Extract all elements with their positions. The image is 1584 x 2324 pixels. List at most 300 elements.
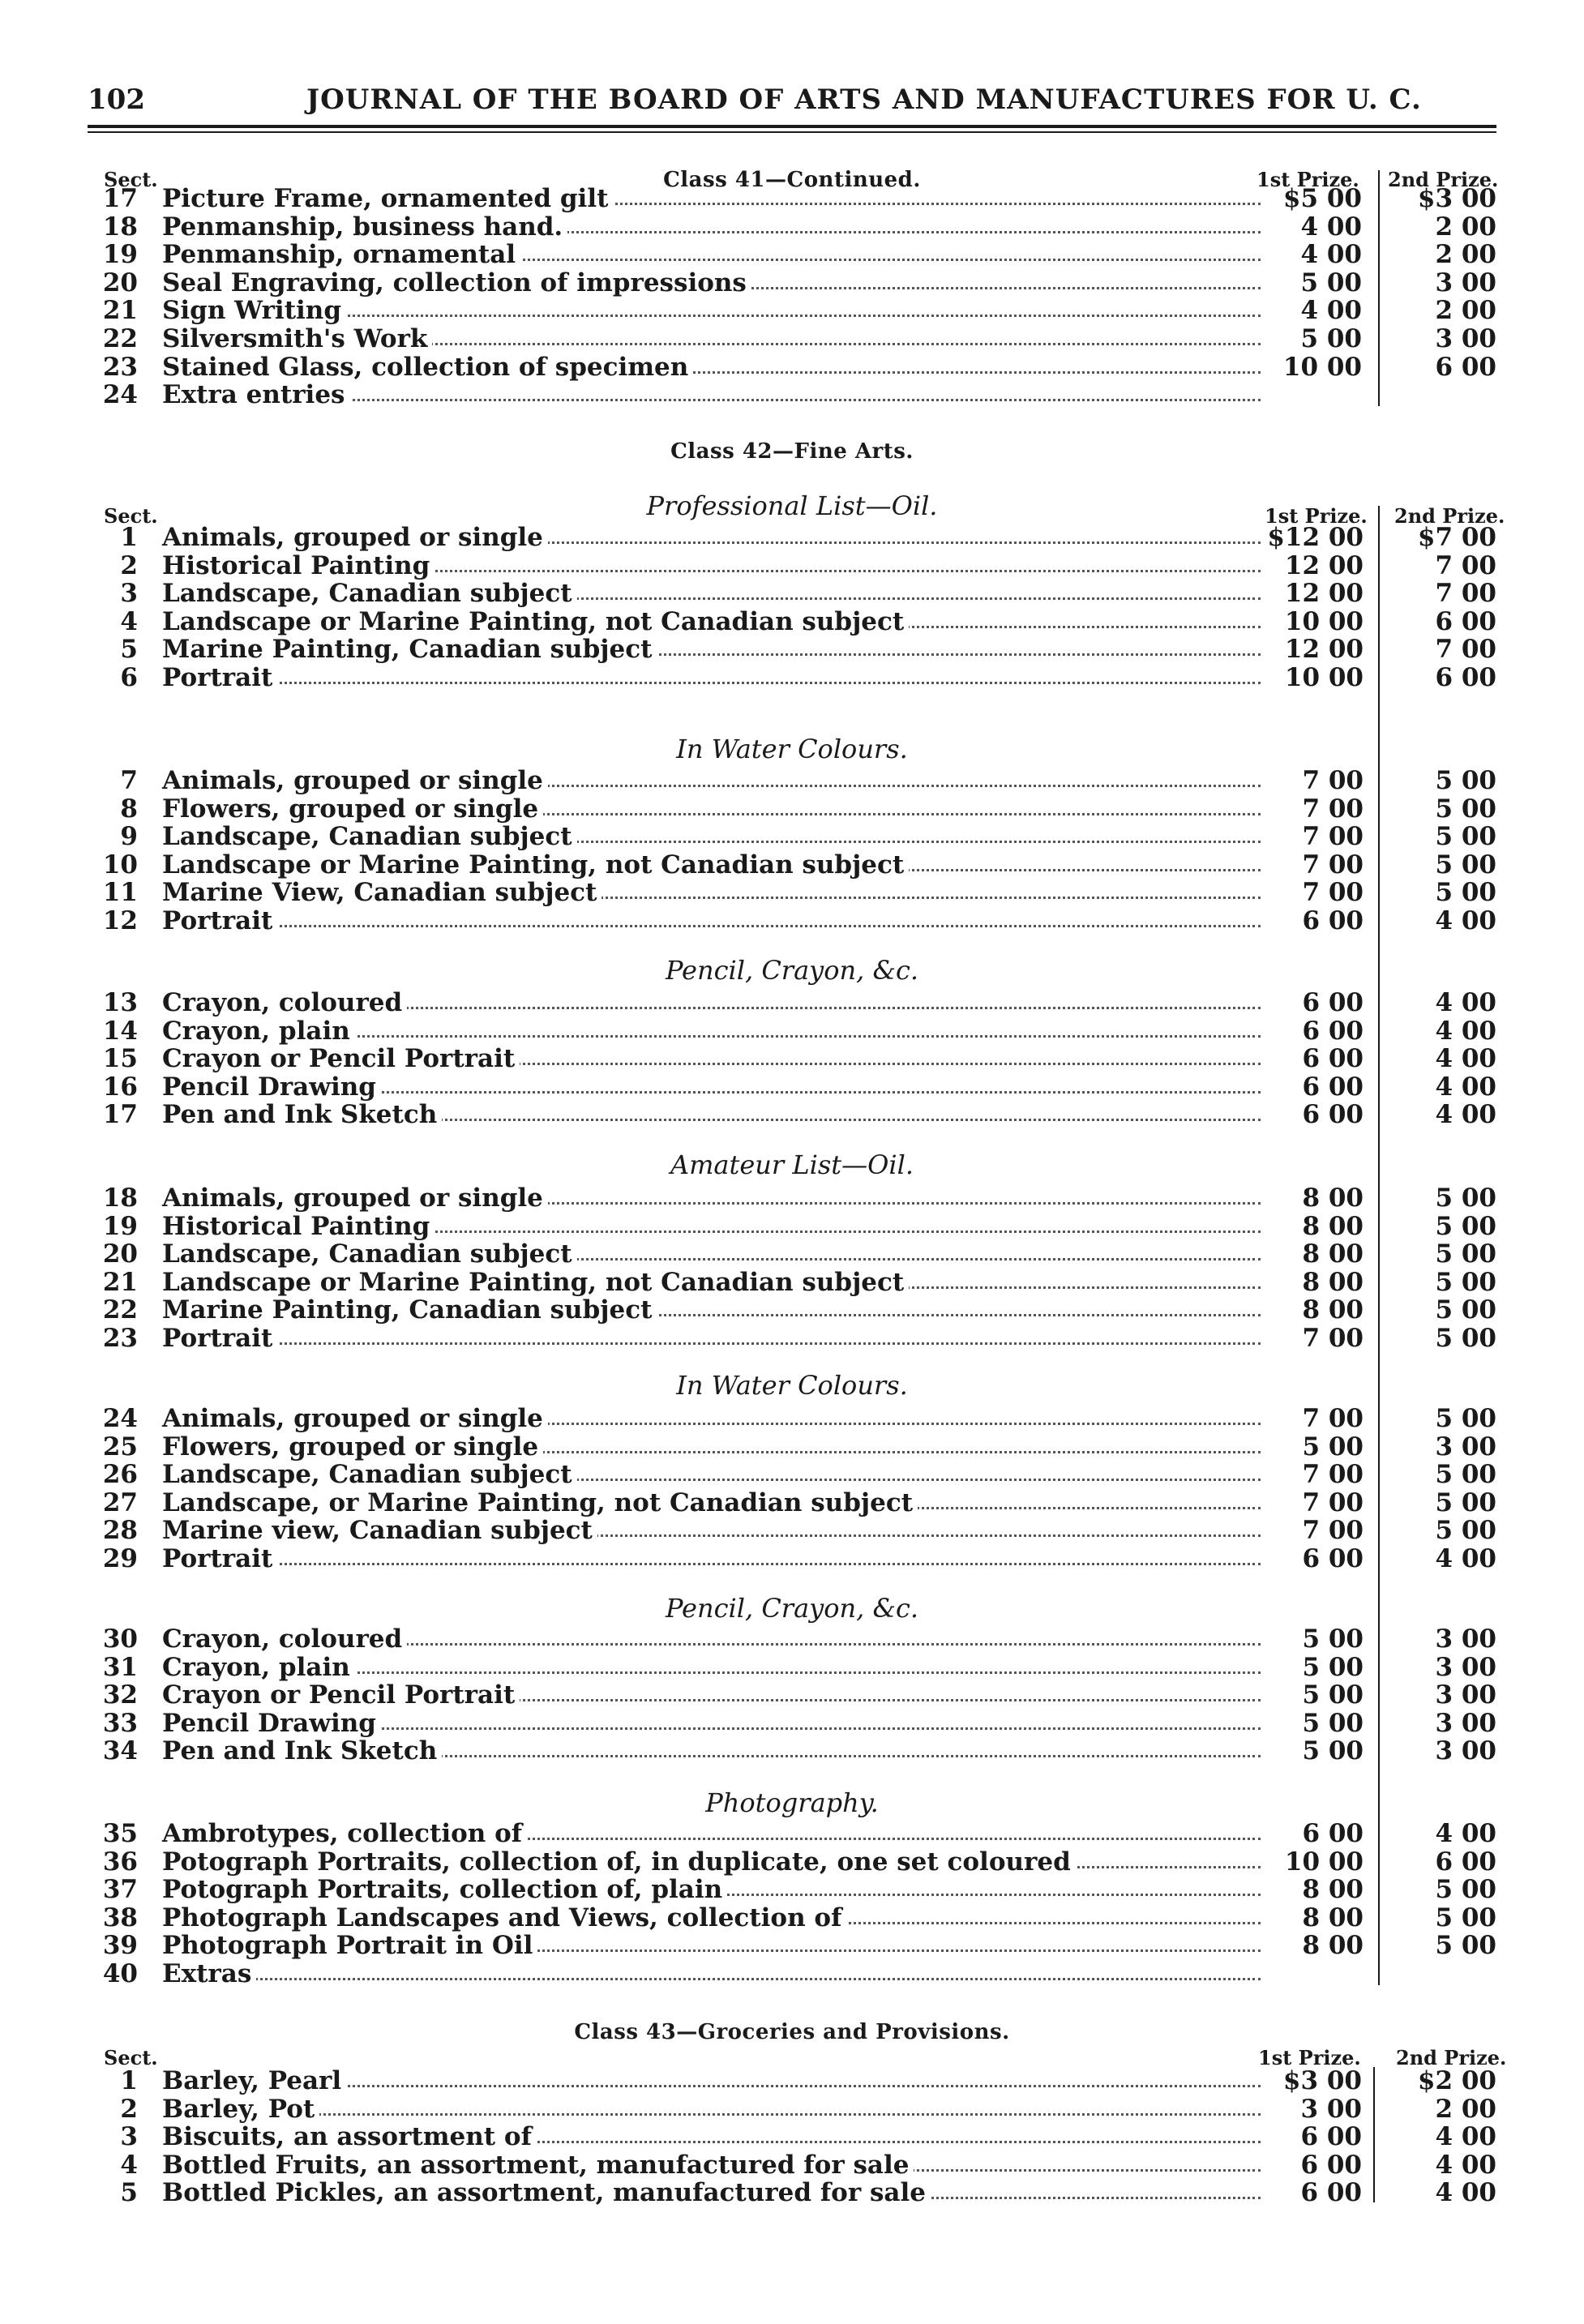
second-prize-value: 5 00 xyxy=(1435,1460,1496,1490)
first-prize-value: 7 00 xyxy=(1302,1404,1364,1433)
entry-label: Stained Glass, collection of specimen xyxy=(162,353,693,381)
second-prize-value: 5 00 xyxy=(1435,1404,1496,1433)
section-number: 23 xyxy=(102,352,138,382)
first-prize-value: 6 00 xyxy=(1302,1100,1364,1130)
first-prize-value: 8 00 xyxy=(1302,1267,1364,1297)
second-prize-value: 4 00 xyxy=(1435,2150,1496,2180)
first-prize-value: 7 00 xyxy=(1302,878,1364,908)
first-prize-value: 6 00 xyxy=(1302,1044,1364,1074)
section-number: 21 xyxy=(102,1267,138,1297)
second-prize-value: 7 00 xyxy=(1435,579,1496,609)
second-prize-value: 3 00 xyxy=(1435,1708,1496,1738)
table-row xyxy=(0,1960,1584,1988)
table-row xyxy=(0,1184,1584,1212)
first-prize-header: 1st Prize. xyxy=(1258,2046,1361,2069)
second-prize-value: 3 00 xyxy=(1435,1736,1496,1766)
dot-leader xyxy=(162,1342,1261,1345)
table-row xyxy=(0,580,1584,607)
section-number: 27 xyxy=(102,1487,138,1517)
first-prize-value: 10 00 xyxy=(1282,352,1362,382)
group-heading-text: In Water Colours. xyxy=(676,1370,908,1401)
section-number: 7 xyxy=(120,766,138,795)
second-prize-value: 4 00 xyxy=(1435,2178,1496,2208)
first-prize-value: 5 00 xyxy=(1300,267,1362,297)
entry-label: Crayon, coloured xyxy=(162,1625,407,1653)
section-number: 8 xyxy=(120,794,138,824)
entry-label: Pen and Ink Sketch xyxy=(162,1101,442,1128)
section-number: 29 xyxy=(102,1544,138,1573)
table-row xyxy=(0,1296,1584,1324)
section-number: 19 xyxy=(102,240,138,270)
entry-label: Biscuits, an assortment of xyxy=(162,2123,537,2151)
dot-leader xyxy=(162,2113,1261,2116)
entry-label: Crayon or Pencil Portrait xyxy=(162,1681,520,1709)
second-prize-value: 2 00 xyxy=(1435,240,1496,270)
second-prize-value: 5 00 xyxy=(1435,1487,1496,1517)
section-number: 9 xyxy=(120,822,138,852)
section-number: 33 xyxy=(102,1708,138,1738)
entry-label: Portrait xyxy=(162,1545,277,1573)
first-prize-value: 5 00 xyxy=(1302,1736,1364,1766)
table-row xyxy=(0,241,1584,268)
entry-label: Landscape or Marine Painting, not Canadian subject xyxy=(162,1269,909,1296)
second-prize-value: 5 00 xyxy=(1435,1267,1496,1297)
second-prize-value: 5 00 xyxy=(1435,794,1496,824)
sect-column-header: Sect. xyxy=(104,168,158,191)
table-row xyxy=(0,989,1584,1016)
table-row xyxy=(0,664,1584,691)
second-prize-header: 2nd Prize. xyxy=(1388,168,1499,191)
entry-label: Pencil Drawing xyxy=(162,1710,381,1737)
first-prize-value: 6 00 xyxy=(1302,1072,1364,1102)
class-43-heading-text: Class 43—Groceries and Provisions. xyxy=(574,2020,1010,2044)
entry-label: Animals, grouped or single xyxy=(162,1184,548,1212)
section-number: 22 xyxy=(102,1295,138,1325)
section-number: 32 xyxy=(102,1680,138,1710)
table-row xyxy=(0,353,1584,381)
entry-label: Landscape, Canadian subject xyxy=(162,1240,577,1268)
table-row xyxy=(0,1101,1584,1128)
entry-label: Animals, grouped or single xyxy=(162,767,548,794)
section-number: 28 xyxy=(102,1516,138,1546)
table-row xyxy=(0,1876,1584,1903)
entry-label: Photograph Portrait in Oil xyxy=(162,1932,537,1959)
dot-leader xyxy=(162,1563,1261,1565)
first-prize-value: $5 00 xyxy=(1282,184,1362,213)
section-number: 1 xyxy=(120,2066,138,2095)
first-prize-value: 8 00 xyxy=(1302,1239,1364,1269)
class-42-heading xyxy=(0,439,1584,464)
group-heading xyxy=(0,1787,1584,1818)
second-prize-value: 4 00 xyxy=(1435,1544,1496,1573)
second-prize-value: 6 00 xyxy=(1435,352,1496,382)
table-row xyxy=(0,1073,1584,1101)
entry-label: Potograph Portraits, collection of, plain xyxy=(162,1876,727,1903)
group-heading xyxy=(0,1370,1584,1401)
second-prize-value: 6 00 xyxy=(1435,1847,1496,1877)
table-row xyxy=(0,879,1584,906)
section-number: 4 xyxy=(120,2150,138,2180)
section-number: 22 xyxy=(102,324,138,353)
second-prize-value: 4 00 xyxy=(1435,2122,1496,2152)
table-row xyxy=(0,1461,1584,1488)
table-row xyxy=(0,1654,1584,1681)
section-number: 21 xyxy=(102,296,138,326)
table-row xyxy=(0,1517,1584,1544)
second-prize-value: 5 00 xyxy=(1435,1183,1496,1213)
second-prize-value: 3 00 xyxy=(1435,324,1496,353)
entry-label: Seal Engraving, collection of impressions xyxy=(162,269,751,297)
section-number: 31 xyxy=(102,1652,138,1682)
second-prize-header: 2nd Prize. xyxy=(1394,504,1505,528)
second-prize-value: 3 00 xyxy=(1435,1624,1496,1654)
entry-label: Historical Painting xyxy=(162,552,435,580)
table-row xyxy=(0,1240,1584,1268)
entry-label: Crayon or Pencil Portrait xyxy=(162,1045,520,1072)
table-row xyxy=(0,636,1584,663)
second-prize-value: 3 00 xyxy=(1435,1680,1496,1710)
table-row xyxy=(0,2067,1584,2095)
first-prize-value: 12 00 xyxy=(1284,635,1364,665)
group-heading-text: Pencil, Crayon, &c. xyxy=(665,955,919,986)
first-prize-value: 5 00 xyxy=(1302,1680,1364,1710)
section-number: 5 xyxy=(120,635,138,665)
entry-label: Photograph Landscapes and Views, collection of xyxy=(162,1904,846,1932)
second-prize-value: 5 00 xyxy=(1435,766,1496,795)
first-prize-value: $3 00 xyxy=(1282,2066,1362,2095)
section-number: 13 xyxy=(102,988,138,1017)
first-prize-value: 7 00 xyxy=(1302,794,1364,824)
table-row xyxy=(0,1848,1584,1876)
first-prize-value: 10 00 xyxy=(1284,1847,1364,1877)
section-number: 3 xyxy=(120,579,138,609)
table-row xyxy=(0,1213,1584,1240)
second-prize-value: 4 00 xyxy=(1435,1072,1496,1102)
entry-label: Barley, Pearl xyxy=(162,2067,346,2095)
table-row xyxy=(0,297,1584,324)
group-heading-text: Professional List—Oil. xyxy=(646,490,938,521)
table-row xyxy=(0,185,1584,212)
section-number: 14 xyxy=(102,1016,138,1046)
first-prize-value: 6 00 xyxy=(1302,988,1364,1017)
section-number: 34 xyxy=(102,1736,138,1766)
class-42-heading-text: Class 42—Fine Arts. xyxy=(670,439,914,464)
section-number: 19 xyxy=(102,1211,138,1241)
section-number: 20 xyxy=(102,267,138,297)
first-prize-value: 6 00 xyxy=(1300,2122,1362,2152)
table-row xyxy=(0,1325,1584,1352)
table-row xyxy=(0,552,1584,580)
first-prize-value: 7 00 xyxy=(1302,1487,1364,1517)
first-prize-value: 12 00 xyxy=(1284,579,1364,609)
table-row xyxy=(0,2095,1584,2123)
first-prize-value: 10 00 xyxy=(1284,606,1364,636)
first-prize-value: 8 00 xyxy=(1302,1902,1364,1932)
second-prize-value: 2 00 xyxy=(1435,212,1496,242)
entry-label: Bottled Pickles, an assortment, manufactured for sale xyxy=(162,2179,931,2206)
section-number: 40 xyxy=(102,1959,138,1988)
first-prize-value: 5 00 xyxy=(1302,1624,1364,1654)
second-prize-value: 2 00 xyxy=(1435,296,1496,326)
section-number: 18 xyxy=(102,212,138,242)
entry-label: Sign Writing xyxy=(162,297,346,324)
second-prize-value: 5 00 xyxy=(1435,850,1496,880)
second-prize-value: 5 00 xyxy=(1435,878,1496,908)
group-heading-text: Amateur List—Oil. xyxy=(670,1149,914,1180)
first-prize-value: 4 00 xyxy=(1300,240,1362,270)
first-prize-value: 7 00 xyxy=(1302,1516,1364,1546)
section-number: 10 xyxy=(102,850,138,880)
class-41-heading-text: Class 41—Continued. xyxy=(663,168,921,192)
second-prize-value: $2 00 xyxy=(1417,2066,1496,2095)
first-prize-value: 12 00 xyxy=(1284,550,1364,580)
second-prize-value: $3 00 xyxy=(1417,184,1496,213)
dot-leader xyxy=(162,682,1261,684)
first-prize-value: 7 00 xyxy=(1302,766,1364,795)
table-row xyxy=(0,1017,1584,1045)
section-number: 24 xyxy=(102,380,138,410)
entry-label: Crayon, plain xyxy=(162,1017,355,1045)
page-number: 102 xyxy=(88,83,145,116)
first-prize-value: 8 00 xyxy=(1302,1295,1364,1325)
dot-leader xyxy=(162,925,1261,927)
header-rule-thin xyxy=(88,131,1496,133)
entry-label: Portrait xyxy=(162,664,277,691)
section-number: 17 xyxy=(102,1100,138,1130)
prize-column-divider xyxy=(1373,2067,1375,2202)
group-heading xyxy=(0,1149,1584,1180)
section-number: 16 xyxy=(102,1072,138,1102)
first-prize-value: 5 00 xyxy=(1302,1652,1364,1682)
entry-label: Ambrotypes, collection of xyxy=(162,1820,527,1847)
second-prize-value: 5 00 xyxy=(1435,1324,1496,1353)
first-prize-value: 5 00 xyxy=(1302,1432,1364,1462)
table-row xyxy=(0,381,1584,409)
sect-column-header: Sect. xyxy=(104,504,158,528)
entry-label: Landscape, Canadian subject xyxy=(162,823,577,850)
second-prize-value: 5 00 xyxy=(1435,1902,1496,1932)
journal-title: JOURNAL OF THE BOARD OF ARTS AND MANUFACTURES FOR U. C. xyxy=(306,83,1422,116)
entry-label: Bottled Fruits, an assortment, manufactured for sale xyxy=(162,2151,914,2179)
table-row xyxy=(0,907,1584,935)
entry-label: Potograph Portraits, collection of, in duplicate, one set coloured xyxy=(162,1848,1076,1876)
table-row xyxy=(0,213,1584,241)
second-prize-value: 4 00 xyxy=(1435,1044,1496,1074)
group-heading-text: Pencil, Crayon, &c. xyxy=(665,1593,919,1624)
section-number: 24 xyxy=(102,1404,138,1433)
section-number: 15 xyxy=(102,1044,138,1074)
section-number: 17 xyxy=(102,184,138,213)
table-row xyxy=(0,823,1584,850)
entry-label: Animals, grouped or single xyxy=(162,1405,548,1432)
table-row xyxy=(0,1269,1584,1296)
entry-label: Barley, Pot xyxy=(162,2095,319,2123)
second-prize-value: $7 00 xyxy=(1417,523,1496,552)
entry-label: Silversmith's Work xyxy=(162,325,432,353)
entry-label: Landscape, Canadian subject xyxy=(162,580,577,607)
prize-column-divider xyxy=(1378,170,1380,406)
class-43-heading xyxy=(0,2020,1584,2044)
table-row xyxy=(0,2123,1584,2151)
second-prize-value: 6 00 xyxy=(1435,606,1496,636)
table-row xyxy=(0,1489,1584,1517)
table-row xyxy=(0,2151,1584,2179)
table-row xyxy=(0,1545,1584,1573)
second-prize-header: 2nd Prize. xyxy=(1396,2046,1507,2069)
entry-label: Extra entries xyxy=(162,381,350,409)
first-prize-value: 8 00 xyxy=(1302,1211,1364,1241)
sect-column-header: Sect. xyxy=(104,2046,158,2069)
second-prize-value: 5 00 xyxy=(1435,1239,1496,1269)
table-row xyxy=(0,1433,1584,1461)
group-heading xyxy=(0,955,1584,986)
entry-label: Portrait xyxy=(162,907,277,935)
second-prize-value: 5 00 xyxy=(1435,1211,1496,1241)
entry-label: Flowers, grouped or single xyxy=(162,1433,543,1461)
table-row xyxy=(0,851,1584,879)
section-number: 5 xyxy=(120,2178,138,2208)
group-heading-text: In Water Colours. xyxy=(676,734,908,764)
section-number: 30 xyxy=(102,1624,138,1654)
table-row xyxy=(0,2179,1584,2206)
first-prize-value: 7 00 xyxy=(1302,822,1364,852)
entry-label: Penmanship, business hand. xyxy=(162,213,567,241)
first-prize-value: 6 00 xyxy=(1300,2150,1362,2180)
second-prize-value: 2 00 xyxy=(1435,2094,1496,2124)
table-row xyxy=(0,1045,1584,1072)
second-prize-value: 4 00 xyxy=(1435,988,1496,1017)
entry-label: Landscape, or Marine Painting, not Canadian subject xyxy=(162,1489,918,1517)
first-prize-value: 6 00 xyxy=(1300,2178,1362,2208)
section-number: 38 xyxy=(102,1902,138,1932)
first-prize-value: 6 00 xyxy=(1302,906,1364,935)
entry-label: Pen and Ink Sketch xyxy=(162,1737,442,1765)
first-prize-value: 6 00 xyxy=(1302,1819,1364,1848)
second-prize-value: 7 00 xyxy=(1435,635,1496,665)
section-number: 25 xyxy=(102,1432,138,1462)
section-number: 36 xyxy=(102,1847,138,1877)
entry-label: Marine Painting, Canadian subject xyxy=(162,636,657,663)
first-prize-value: 8 00 xyxy=(1302,1183,1364,1213)
header-rule-thick xyxy=(88,125,1496,128)
first-prize-value: 4 00 xyxy=(1300,212,1362,242)
table-row xyxy=(0,1904,1584,1932)
group-heading xyxy=(0,1593,1584,1624)
entry-label: Penmanship, ornamental xyxy=(162,241,520,268)
second-prize-value: 3 00 xyxy=(1435,1652,1496,1682)
entry-label: Animals, grouped or single xyxy=(162,524,548,551)
table-row xyxy=(0,1625,1584,1653)
first-prize-value: 8 00 xyxy=(1302,1875,1364,1905)
second-prize-value: 5 00 xyxy=(1435,1295,1496,1325)
table-row xyxy=(0,795,1584,823)
section-number: 3 xyxy=(120,2122,138,2152)
first-prize-value: 7 00 xyxy=(1302,1324,1364,1353)
second-prize-value: 5 00 xyxy=(1435,1516,1496,1546)
first-prize-value: 6 00 xyxy=(1302,1544,1364,1573)
first-prize-value: $12 00 xyxy=(1267,523,1364,552)
first-prize-value: 10 00 xyxy=(1284,663,1364,692)
second-prize-value: 5 00 xyxy=(1435,822,1496,852)
first-prize-value: 5 00 xyxy=(1302,1708,1364,1738)
section-number: 11 xyxy=(102,878,138,908)
group-heading-text: Photography. xyxy=(705,1787,879,1818)
entry-label: Picture Frame, ornamented gilt xyxy=(162,185,613,212)
second-prize-value: 6 00 xyxy=(1435,663,1496,692)
section-number: 6 xyxy=(120,663,138,692)
entry-label: Flowers, grouped or single xyxy=(162,795,543,823)
table-row xyxy=(0,1820,1584,1847)
section-number: 18 xyxy=(102,1183,138,1213)
second-prize-value: 5 00 xyxy=(1435,1931,1496,1961)
entry-label: Portrait xyxy=(162,1325,277,1352)
entry-label: Historical Painting xyxy=(162,1213,435,1240)
table-row xyxy=(0,767,1584,794)
second-prize-value: 4 00 xyxy=(1435,1819,1496,1848)
second-prize-value: 4 00 xyxy=(1435,906,1496,935)
first-prize-header: 1st Prize. xyxy=(1265,504,1368,528)
group-heading xyxy=(0,734,1584,764)
second-prize-value: 3 00 xyxy=(1435,267,1496,297)
dot-leader xyxy=(162,1978,1261,1980)
first-prize-value: 5 00 xyxy=(1300,324,1362,353)
second-prize-value: 7 00 xyxy=(1435,550,1496,580)
entry-label: Extras xyxy=(162,1960,256,1988)
second-prize-value: 3 00 xyxy=(1435,1432,1496,1462)
entry-label: Landscape or Marine Painting, not Canadian subject xyxy=(162,851,909,879)
section-number: 1 xyxy=(120,523,138,552)
table-row xyxy=(0,269,1584,297)
first-prize-value: 7 00 xyxy=(1302,850,1364,880)
entry-label: Marine View, Canadian subject xyxy=(162,879,601,906)
first-prize-value: 6 00 xyxy=(1302,1016,1364,1046)
table-row xyxy=(0,1710,1584,1737)
second-prize-value: 4 00 xyxy=(1435,1100,1496,1130)
table-row xyxy=(0,1405,1584,1432)
section-number: 4 xyxy=(120,606,138,636)
table-row xyxy=(0,1932,1584,1959)
second-prize-value: 5 00 xyxy=(1435,1875,1496,1905)
section-number: 37 xyxy=(102,1875,138,1905)
section-number: 26 xyxy=(102,1460,138,1490)
section-number: 2 xyxy=(120,2094,138,2124)
first-prize-header: 1st Prize. xyxy=(1256,168,1359,191)
section-number: 12 xyxy=(102,906,138,935)
prize-column-divider xyxy=(1378,506,1380,1985)
entry-label: Marine Painting, Canadian subject xyxy=(162,1296,657,1324)
entry-label: Crayon, plain xyxy=(162,1654,355,1681)
entry-label: Landscape or Marine Painting, not Canadian subject xyxy=(162,608,909,636)
second-prize-value: 4 00 xyxy=(1435,1016,1496,1046)
table-row xyxy=(0,1737,1584,1765)
section-number: 39 xyxy=(102,1931,138,1961)
section-number: 23 xyxy=(102,1324,138,1353)
first-prize-value: 7 00 xyxy=(1302,1460,1364,1490)
section-number: 35 xyxy=(102,1819,138,1848)
table-row xyxy=(0,1681,1584,1709)
entry-label: Landscape, Canadian subject xyxy=(162,1461,577,1488)
page-header xyxy=(88,83,1496,124)
first-prize-value: 3 00 xyxy=(1300,2094,1362,2124)
first-prize-value: 8 00 xyxy=(1302,1931,1364,1961)
entry-label: Crayon, coloured xyxy=(162,989,407,1016)
first-prize-value: 4 00 xyxy=(1300,296,1362,326)
section-number: 20 xyxy=(102,1239,138,1269)
section-number: 2 xyxy=(120,550,138,580)
table-row xyxy=(0,524,1584,551)
entry-label: Pencil Drawing xyxy=(162,1073,381,1101)
table-row xyxy=(0,325,1584,353)
